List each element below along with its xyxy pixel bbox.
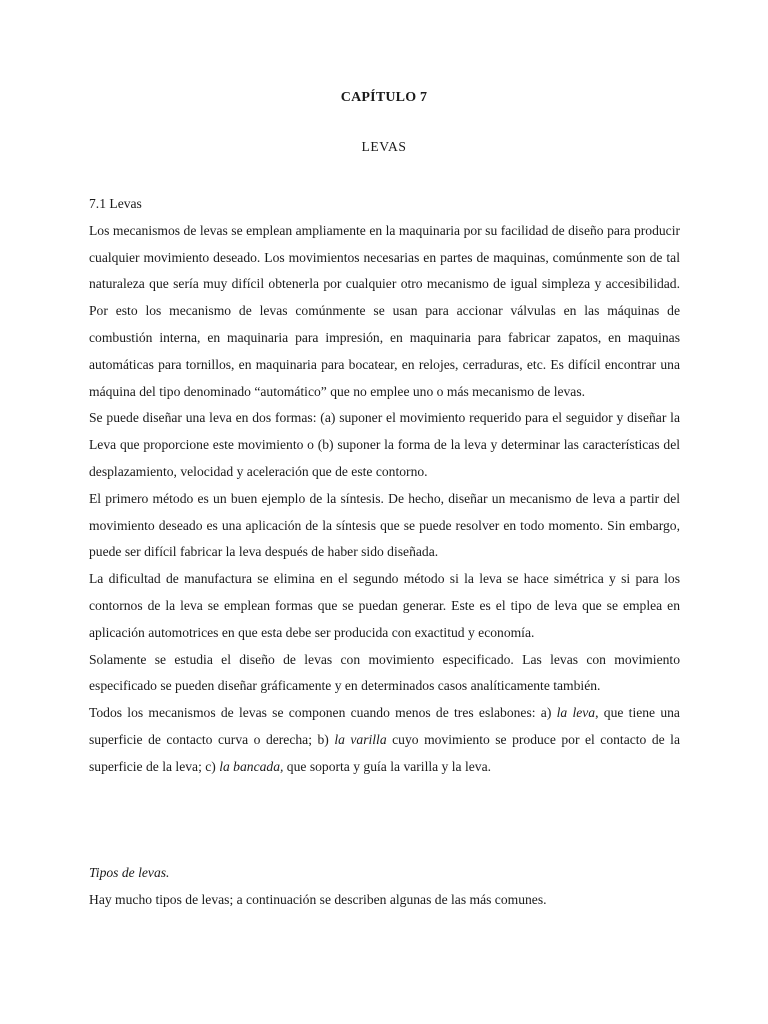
term-leva: la leva — [556, 705, 596, 721]
paragraph-2: Se puede diseñar una leva en dos formas: (a) suponer el movimiento requerido para el seguidor y diseñar la Leva que proporcione este movimiento o (b) suponer la forma de la leva y determinar las características del desplazamiento, velocidad y aceleración que de este contorno. — [89, 410, 680, 479]
tipos-heading-text: Tipos de levas. — [89, 865, 170, 880]
eslabones-text-c: que soporta y guía la varilla y la leva. — [283, 758, 492, 774]
tipos-text: Hay mucho tipos de levas; a continuación se describen algunas de las más comunes. — [89, 891, 547, 907]
tipos-heading — [89, 860, 680, 887]
term-varilla: la varilla — [334, 731, 387, 747]
section-body — [89, 191, 680, 781]
chapter-title: CAPÍTULO 7 — [340, 90, 428, 105]
chapter-subtitle: LEVAS — [361, 139, 407, 154]
paragraph-3: El primero método es un buen ejemplo de la síntesis. De hecho, diseñar un mecanismo de leva a partir del movimiento deseado es una aplicación de la síntesis que se puede resolver en todo momento. Sin embargo, puede ser difícil fabricar la leva después de haber sido diseñada. — [89, 490, 680, 560]
paragraph-5: Solamente se estudia el diseño de levas con movimiento especificado. Las levas con movimiento especificado se pueden diseñar gráficamente y en determinados casos analíticamente también. — [89, 651, 680, 694]
tipos-section — [89, 860, 680, 914]
term-bancada: la bancada, — [219, 758, 284, 774]
paragraph-1: Los mecanismos de levas se emplean ampliamente en la maquinaria por su facilidad de diseño para producir cualquier movimiento deseado. Los movimientos necesarias en partes de maquinas, comúnmente son de tal naturaleza que sería muy difícil obtenerla por cualquier otro mecanismo de igual simpleza y accesibilidad. Por esto los mecanismo de levas comúnmente se usan para accionar válvulas en las máquinas de combustión interna, en maquinaria para impresión, en maquinaria para fabricar zapatos, en maquinas automáticas para tornillos, en maquinaria para bocatear, en relojes, cerraduras, etc. Es difícil encontrar una máquina del tipo denominado “automático” que no emplee uno o más mecanismo de levas. — [89, 222, 680, 399]
eslabones-intro: Todos los mecanismos de levas se componen cuando menos de tres eslabones: a) — [89, 705, 557, 721]
paragraph-eslabones — [89, 700, 680, 780]
section-heading: 7.1 Levas — [89, 196, 142, 211]
eslabones-text-a: , que tiene una superficie de contacto curva o derecha; b) — [89, 705, 680, 747]
eslabones-text-b: cuyo movimiento se produce por el contacto de la superficie de la leva; c) — [89, 731, 680, 774]
paragraph-4: La dificultad de manufactura se elimina en el segundo método si la leva se hace simétrica y si para los contornos de la leva se emplean formas que se puedan generar. Este es el tipo de leva que se emplea en aplicación automotrices en que esta debe ser producida con exactitud y economía. — [89, 571, 680, 640]
